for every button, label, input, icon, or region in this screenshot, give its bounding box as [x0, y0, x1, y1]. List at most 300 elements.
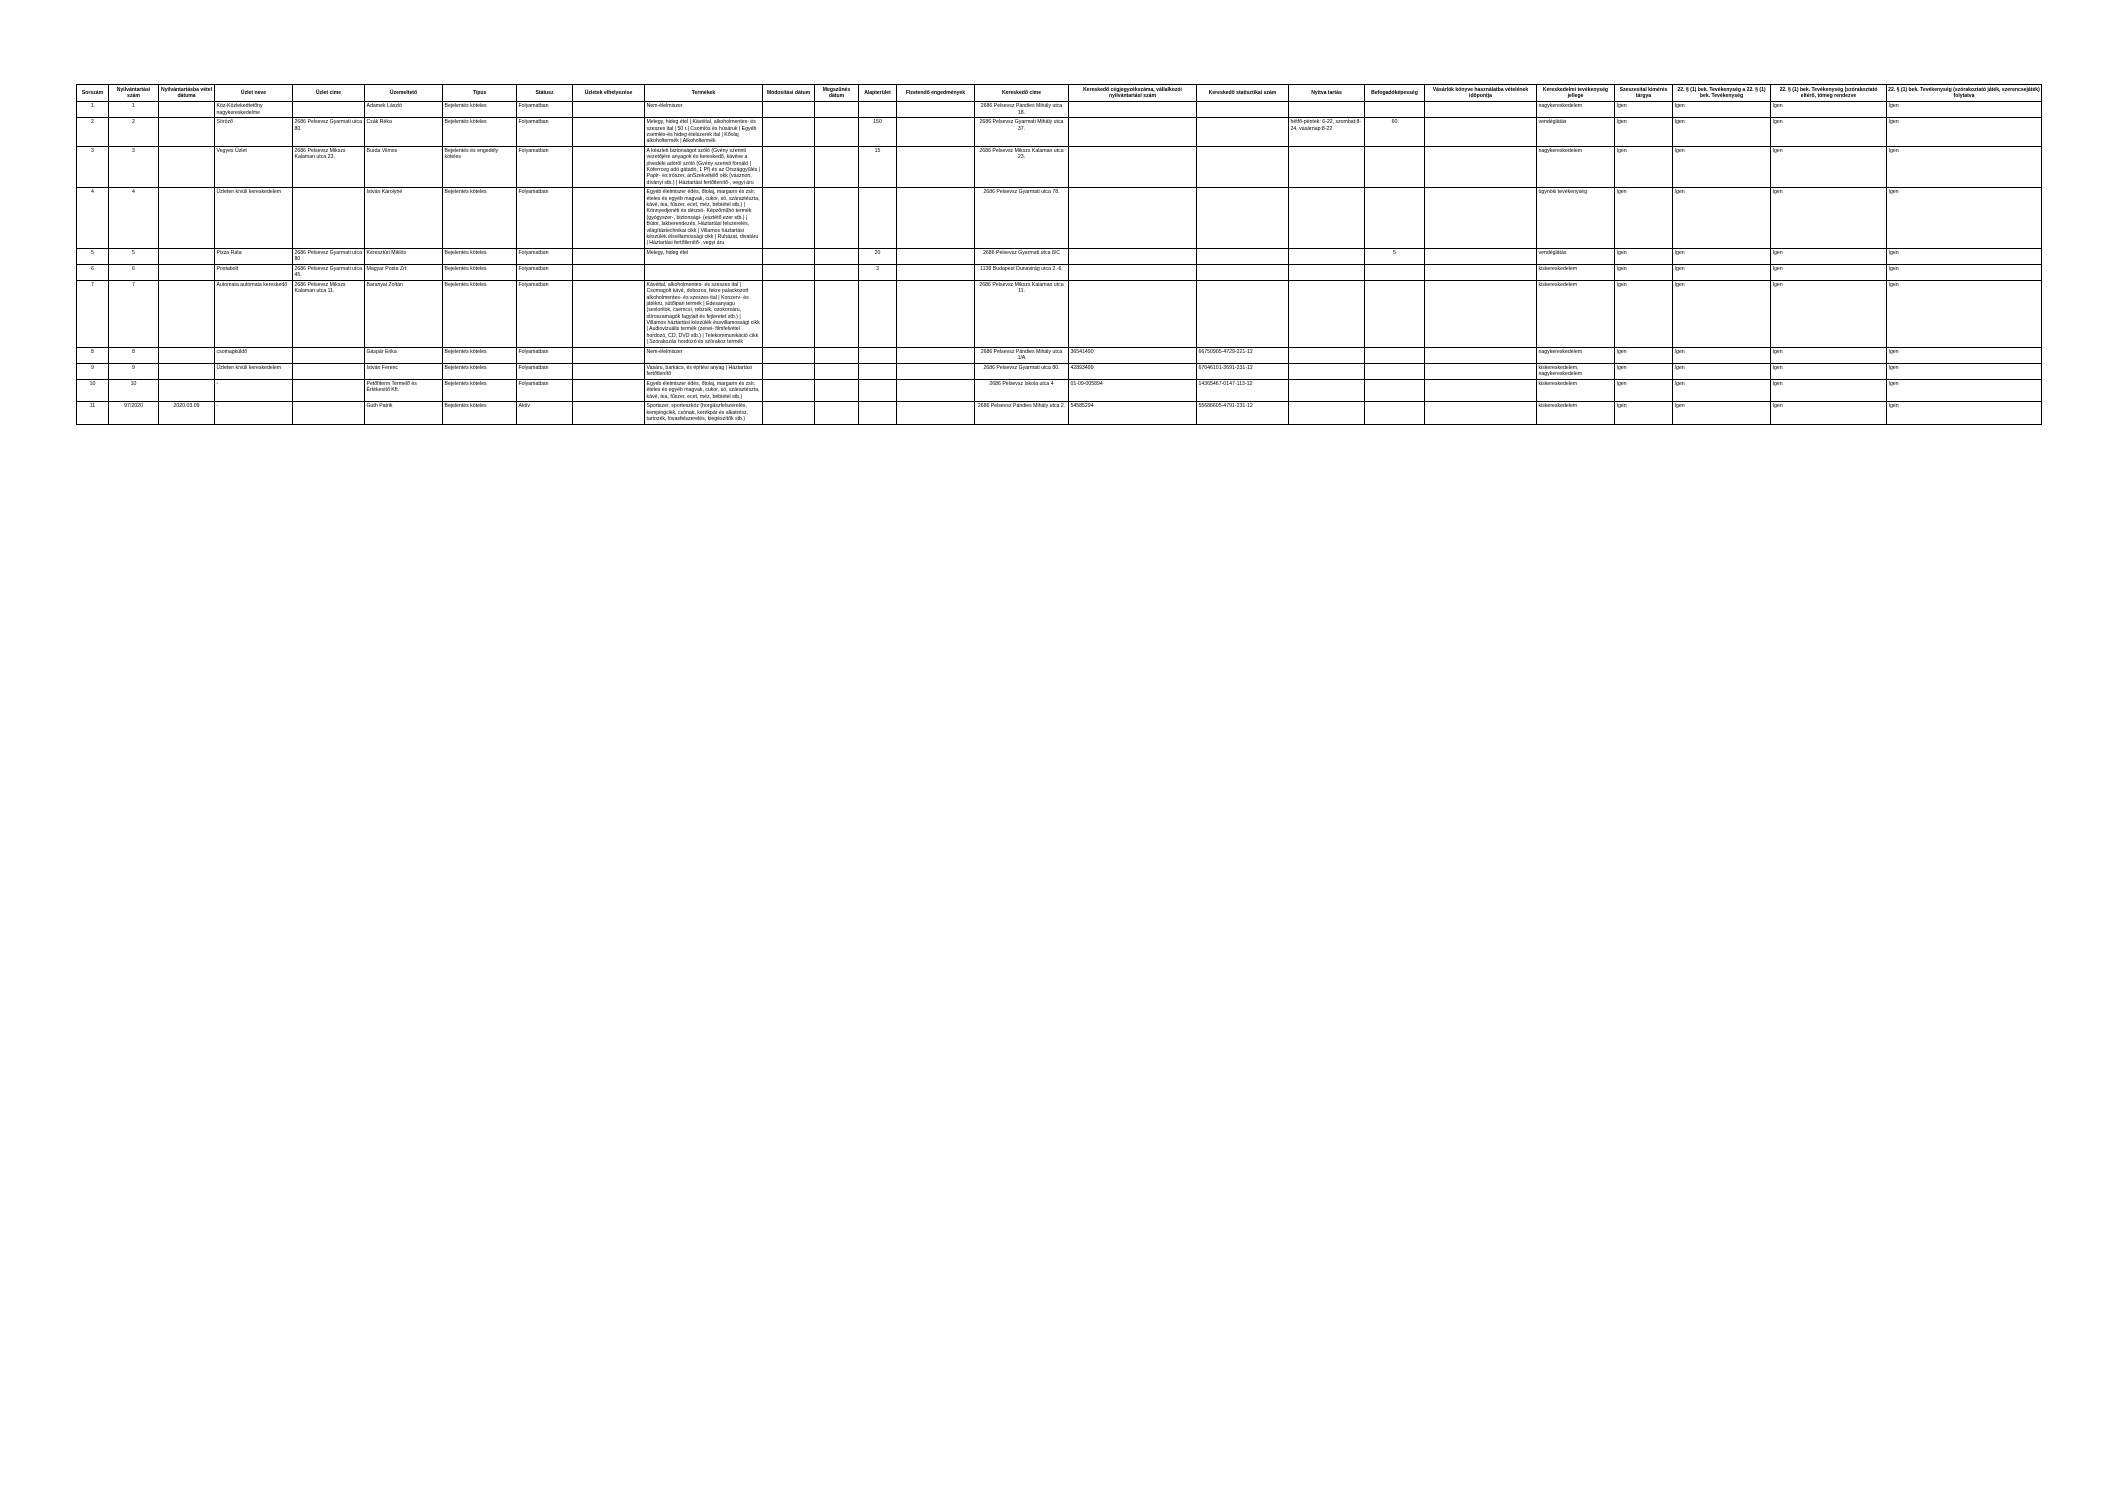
cell-befogadokepesseg [1365, 347, 1425, 363]
cell-nyilvantartasi-szam: 1 [109, 102, 159, 118]
cell-alapterulet [859, 102, 897, 118]
table-row [77, 379, 2042, 401]
cell-vasarlok-konyve [1425, 118, 1537, 147]
cell-tevekenyseg-1: Igen [1673, 102, 1771, 118]
col-header-kereskedelmi-jelleg: Kereskedelmi tevékenység jellege [1537, 85, 1615, 102]
cell-termekek: Vasáru, barkács, és építési anyag | Háztartási fertőtlenítő [645, 363, 763, 379]
cell-tevekenyseg-1: Igen [1673, 264, 1771, 280]
cell-cegjegyzekszam [1069, 118, 1197, 147]
cell-engedmenyek [897, 363, 975, 379]
cell-statusz: Folyamatban [517, 188, 573, 248]
cell-cegjegyzekszam: 54585294 [1069, 402, 1197, 424]
cell-statusz: Folyamatban [517, 264, 573, 280]
cell-uzlet-cime [293, 402, 365, 424]
cell-statusz: Folyamatban [517, 280, 573, 347]
cell-tipus: Bejelentés köteles [443, 102, 517, 118]
cell-termekek: Melegy, hideg étel | Kávéital, alkoholmentes- és szeszes ital | 50 r.| Csomlós és húsáruk | Egyéb zsemlés-és hideg ételszerek ital | Kőolaj alkoholtermék | Alkoholtermék [645, 118, 763, 147]
cell-tevekenyseg-3: Igen [1887, 146, 2042, 187]
table-row [77, 118, 2042, 147]
cell-tevekenyseg-3: Igen [1887, 280, 2042, 347]
col-header-alapterulet: Alapterület [859, 85, 897, 102]
cell-kereskedelmi-jelleg: kiskereskedelem [1537, 402, 1615, 424]
cell-kereskedo-cime: 1138 Budapest Dunavirág utca 2.-6. [975, 264, 1069, 280]
cell-alapterulet [859, 363, 897, 379]
cell-kereskedelmi-jelleg: kiskereskedelem [1537, 280, 1615, 347]
col-header-tevekenyseg-3: 22. § (1) bek. Tevékenység (szórakoztató játék, szerencsejáték) folytatva [1887, 85, 2042, 102]
cell-nyilvantartasi-szam: 9 [109, 363, 159, 379]
cell-szeszesital-kimeres: Igen [1615, 280, 1673, 347]
cell-uzlet-cime [293, 379, 365, 401]
col-header-kereskedo-cime: Kereskedő címe [975, 85, 1069, 102]
cell-kereskedo-cime: 2686 Pelsevsz Gyarmati utca 78. [975, 188, 1069, 248]
cell-befogadokepesseg [1365, 280, 1425, 347]
cell-kereskedo-cime: 2686 Pelsevsz Iskola utca 4 [975, 379, 1069, 401]
cell-uzlet-neve: csomagküldő [215, 347, 293, 363]
cell-megszunes-datum [815, 188, 859, 248]
cell-uzletek-elhelyezese [573, 347, 645, 363]
cell-cegjegyzekszam [1069, 264, 1197, 280]
table-header-row [77, 85, 2042, 102]
cell-nyilvantartasba-vetel-datuma [159, 118, 215, 147]
cell-tevekenyseg-2: Igen [1771, 280, 1887, 347]
cell-kereskedo-cime: 2686 Pelsevsz Gyarmati utca 8/C [975, 248, 1069, 264]
cell-tevekenyseg-3: Igen [1887, 102, 2042, 118]
cell-sorszam: 10 [77, 379, 109, 401]
cell-szeszesital-kimeres: Igen [1615, 146, 1673, 187]
cell-cegjegyzekszam [1069, 280, 1197, 347]
cell-tevekenyseg-2: Igen [1771, 402, 1887, 424]
cell-alapterulet [859, 347, 897, 363]
cell-tevekenyseg-1: Igen [1673, 118, 1771, 147]
cell-vasarlok-konyve [1425, 146, 1537, 187]
cell-modositasi-datum [763, 280, 815, 347]
col-header-nyilvantartasba-vetel-datuma: Nyilvántartásba vétel dátuma [159, 85, 215, 102]
cell-tevekenyseg-3: Igen [1887, 264, 2042, 280]
col-header-tipus: Típus [443, 85, 517, 102]
cell-megszunes-datum [815, 363, 859, 379]
cell-szeszesital-kimeres: Igen [1615, 188, 1673, 248]
table-row [77, 363, 2042, 379]
cell-nyilvantartasba-vetel-datuma: 2020.03.09 [159, 402, 215, 424]
cell-tipus: Bejelentés köteles [443, 248, 517, 264]
cell-vasarlok-konyve [1425, 248, 1537, 264]
cell-uzlet-cime [293, 102, 365, 118]
cell-uzletek-elhelyezese [573, 264, 645, 280]
cell-nyilvantartasi-szam: 7 [109, 280, 159, 347]
cell-kereskedo-cime: 2686 Pelsevsz Pándies Mihály utca 18. [975, 102, 1069, 118]
cell-uzlet-neve: Vegyes Üzlet [215, 146, 293, 187]
cell-megszunes-datum [815, 248, 859, 264]
col-header-statisztikai-szam: Kereskedő statisztikai szám [1197, 85, 1289, 102]
cell-befogadokepesseg [1365, 102, 1425, 118]
cell-befogadokepesseg [1365, 146, 1425, 187]
cell-modositasi-datum [763, 402, 815, 424]
cell-tipus: Bejelentés köteles [443, 347, 517, 363]
cell-sorszam: 11 [77, 402, 109, 424]
col-header-uzemelteto: Üzemeltető [365, 85, 443, 102]
cell-termekek: Melegy, hideg étel [645, 248, 763, 264]
cell-statisztikai-szam [1197, 248, 1289, 264]
cell-nyilvantartasi-szam: 6 [109, 264, 159, 280]
cell-uzemelteto: Adamek László [365, 102, 443, 118]
cell-uzemelteto: Baranyai Zoltán [365, 280, 443, 347]
cell-kereskedelmi-jelleg: nagykereskedelem [1537, 102, 1615, 118]
cell-uzletek-elhelyezese [573, 402, 645, 424]
cell-tevekenyseg-2: Igen [1771, 347, 1887, 363]
cell-megszunes-datum [815, 347, 859, 363]
cell-engedmenyek [897, 347, 975, 363]
cell-tevekenyseg-2: Igen [1771, 118, 1887, 147]
cell-nyilvantartasba-vetel-datuma [159, 363, 215, 379]
cell-uzlet-neve: Üzleten kívüli kereskedelem [215, 363, 293, 379]
cell-uzemelteto: István Károlyné [365, 188, 443, 248]
registry-table [76, 84, 2042, 425]
cell-engedmenyek [897, 280, 975, 347]
cell-tevekenyseg-2: Igen [1771, 264, 1887, 280]
cell-tevekenyseg-3: Igen [1887, 402, 2042, 424]
cell-kereskedo-cime: 2686 Pelsevsz Mikszs Kalaman utca 23. [975, 146, 1069, 187]
cell-statusz: Folyamatban [517, 146, 573, 187]
cell-tevekenyseg-2: Igen [1771, 146, 1887, 187]
cell-nyitva-tartas [1289, 264, 1365, 280]
cell-szeszesital-kimeres: Igen [1615, 102, 1673, 118]
cell-nyitva-tartas [1289, 347, 1365, 363]
cell-uzlet-neve: Pizza Ráta [215, 248, 293, 264]
cell-engedmenyek [897, 146, 975, 187]
cell-nyitva-tartas [1289, 102, 1365, 118]
cell-tipus: Bejelentés és engedély köteles [443, 146, 517, 187]
cell-termekek: Nem-élelmiszer [645, 102, 763, 118]
cell-uzemelteto: Burda Vilmos [365, 146, 443, 187]
cell-sorszam: 9 [77, 363, 109, 379]
cell-sorszam: 2 [77, 118, 109, 147]
cell-cegjegyzekszam [1069, 188, 1197, 248]
cell-modositasi-datum [763, 146, 815, 187]
cell-tipus: Bejelentés köteles [443, 280, 517, 347]
col-header-uzlet-neve: Üzlet neve [215, 85, 293, 102]
cell-engedmenyek [897, 402, 975, 424]
cell-nyilvantartasi-szam: 4 [109, 188, 159, 248]
cell-szeszesital-kimeres: Igen [1615, 248, 1673, 264]
cell-befogadokepesseg [1365, 379, 1425, 401]
cell-befogadokepesseg [1365, 363, 1425, 379]
cell-uzemelteto: Petőfiterm Termelő és Értékesítő Kft. [365, 379, 443, 401]
cell-uzlet-cime: 2686 Pelsevsz Gyarmati utca 80 [293, 248, 365, 264]
cell-modositasi-datum [763, 379, 815, 401]
cell-sorszam: 3 [77, 146, 109, 187]
cell-cegjegyzekszam [1069, 146, 1197, 187]
cell-cegjegyzekszam: 42893499 [1069, 363, 1197, 379]
table-row [77, 402, 2042, 424]
cell-nyilvantartasi-szam: 10 [109, 379, 159, 401]
cell-uzemelteto: Keresztúri Miklós [365, 248, 443, 264]
cell-vasarlok-konyve [1425, 280, 1537, 347]
cell-sorszam: 1 [77, 102, 109, 118]
cell-tevekenyseg-1: Igen [1673, 379, 1771, 401]
cell-uzlet-neve: Köz-Közlekedtetőny nagykereskedelme [215, 102, 293, 118]
cell-tipus: Bejelentés köteles [443, 363, 517, 379]
cell-statisztikai-szam: 66750905-4729-221-12 [1197, 347, 1289, 363]
cell-szeszesital-kimeres: Igen [1615, 379, 1673, 401]
cell-kereskedo-cime: 2686 Pelsevsz Gyarmati Mihály utca 37. [975, 118, 1069, 147]
cell-vasarlok-konyve [1425, 188, 1537, 248]
cell-uzlet-cime: 2686 Pelsevsz Mikszs Kalaman utca 11. [293, 280, 365, 347]
cell-uzletek-elhelyezese [573, 146, 645, 187]
cell-tipus: Bejelentés köteles [443, 402, 517, 424]
col-header-uzletek-elhelyezese: Üzletek elhelyezése [573, 85, 645, 102]
cell-uzemelteto: Guth Patrik [365, 402, 443, 424]
cell-sorszam: 6 [77, 264, 109, 280]
cell-alapterulet [859, 402, 897, 424]
cell-tevekenyseg-2: Igen [1771, 379, 1887, 401]
cell-cegjegyzekszam [1069, 248, 1197, 264]
cell-uzlet-cime [293, 188, 365, 248]
col-header-statusz: Státusz [517, 85, 573, 102]
cell-uzlet-neve: Automata automata kereskedő [215, 280, 293, 347]
cell-vasarlok-konyve [1425, 363, 1537, 379]
registry-table-container [76, 84, 2041, 425]
cell-statisztikai-szam: 14365467-0147-113-12 [1197, 379, 1289, 401]
col-header-szeszesital-kimeres: Szeszesital kimérés tárgya [1615, 85, 1673, 102]
cell-nyilvantartasba-vetel-datuma [159, 280, 215, 347]
cell-kereskedelmi-jelleg: vendéglátás [1537, 118, 1615, 147]
cell-statisztikai-szam [1197, 280, 1289, 347]
cell-statusz: Folyamatban [517, 347, 573, 363]
cell-tevekenyseg-2: Igen [1771, 188, 1887, 248]
cell-megszunes-datum [815, 264, 859, 280]
cell-kereskedelmi-jelleg: vendéglátás [1537, 248, 1615, 264]
cell-modositasi-datum [763, 363, 815, 379]
cell-statisztikai-szam [1197, 264, 1289, 280]
cell-sorszam: 8 [77, 347, 109, 363]
cell-szeszesital-kimeres: Igen [1615, 264, 1673, 280]
table-row [77, 264, 2042, 280]
cell-kereskedelmi-jelleg: nagykereskedelem [1537, 146, 1615, 187]
cell-nyitva-tartas [1289, 248, 1365, 264]
cell-statusz: Aktív [517, 402, 573, 424]
cell-nyitva-tartas [1289, 188, 1365, 248]
cell-alapterulet [859, 280, 897, 347]
cell-termekek: A készleti biztonságot szóló (Gvény szerinti vezetőjére anyagok és kereskedő, kávéve a jövedéki adóról szóló (Gvény szerinti föroáló | Kóferrceg adó gátadó, 1 Pf) és az Országgyűlés | Papír- és irószer, anSzekvétélő okk (vásznon, díványi stb.) | Háztartási fertőtlenítő-, vegyi áru [645, 146, 763, 187]
cell-nyilvantartasba-vetel-datuma [159, 264, 215, 280]
cell-uzlet-neve: - [215, 379, 293, 401]
cell-nyilvantartasba-vetel-datuma [159, 347, 215, 363]
cell-modositasi-datum [763, 347, 815, 363]
cell-uzletek-elhelyezese [573, 118, 645, 147]
cell-nyilvantartasi-szam: 2 [109, 118, 159, 147]
cell-tevekenyseg-1: Igen [1673, 248, 1771, 264]
cell-modositasi-datum [763, 118, 815, 147]
cell-sorszam: 4 [77, 188, 109, 248]
cell-megszunes-datum [815, 379, 859, 401]
cell-uzemelteto: Magyar Posta Zrt. [365, 264, 443, 280]
col-header-tevekenyseg-1: 22. § (1) bek. Tevékenység a 22. § (1) bek. Tevékenység [1673, 85, 1771, 102]
cell-nyitva-tartas [1289, 379, 1365, 401]
cell-uzlet-neve: - [215, 402, 293, 424]
cell-kereskedelmi-jelleg: kiskereskedelem, nagykereskedelem [1537, 363, 1615, 379]
cell-befogadokepesseg [1365, 188, 1425, 248]
col-header-befogadokepesseg: Befogadóképesség [1365, 85, 1425, 102]
cell-tevekenyseg-1: Igen [1673, 347, 1771, 363]
cell-statisztikai-szam [1197, 188, 1289, 248]
cell-modositasi-datum [763, 248, 815, 264]
cell-statusz: Folyamatban [517, 379, 573, 401]
cell-termekek: Sportszer, sporteszköz (horgászfelszerelés, kempingcikk, csónak, kerékpár és alkatrész, tartozék, lovasfelszerelés, kiegészítők stb.) [645, 402, 763, 424]
cell-engedmenyek [897, 248, 975, 264]
cell-termekek [645, 264, 763, 280]
cell-nyilvantartasi-szam: 97/2020 [109, 402, 159, 424]
cell-kereskedelmi-jelleg: kiskereskedelem [1537, 379, 1615, 401]
col-header-nyitva-tartas: Nyitva tartás [1289, 85, 1365, 102]
cell-tipus: Bejelentés köteles [443, 188, 517, 248]
cell-tevekenyseg-1: Igen [1673, 402, 1771, 424]
cell-tevekenyseg-3: Igen [1887, 379, 2042, 401]
col-header-vasarlok-konyve: Vásárlók könyve használatba vételének időpontja [1425, 85, 1537, 102]
cell-termekek: Nem-élelmiszer [645, 347, 763, 363]
cell-engedmenyek [897, 188, 975, 248]
cell-nyilvantartasi-szam: 8 [109, 347, 159, 363]
cell-cegjegyzekszam: 36541490 [1069, 347, 1197, 363]
cell-tevekenyseg-2: Igen [1771, 102, 1887, 118]
table-body [77, 102, 2042, 425]
cell-engedmenyek [897, 379, 975, 401]
cell-uzletek-elhelyezese [573, 280, 645, 347]
cell-megszunes-datum [815, 280, 859, 347]
cell-nyitva-tartas [1289, 280, 1365, 347]
cell-cegjegyzekszam: 01-09-005894 [1069, 379, 1197, 401]
cell-nyitva-tartas [1289, 146, 1365, 187]
cell-nyilvantartasi-szam: 3 [109, 146, 159, 187]
cell-szeszesital-kimeres: Igen [1615, 363, 1673, 379]
cell-uzletek-elhelyezese [573, 188, 645, 248]
table-row [77, 188, 2042, 248]
cell-nyilvantartasba-vetel-datuma [159, 188, 215, 248]
cell-uzlet-neve: Postabolt [215, 264, 293, 280]
cell-befogadokepesseg [1365, 402, 1425, 424]
cell-cegjegyzekszam [1069, 102, 1197, 118]
cell-uzlet-neve: Üzleten kívüli kereskedelem [215, 188, 293, 248]
cell-megszunes-datum [815, 402, 859, 424]
cell-nyitva-tartas [1289, 402, 1365, 424]
cell-tevekenyseg-1: Igen [1673, 146, 1771, 187]
table-row [77, 146, 2042, 187]
cell-uzlet-cime [293, 347, 365, 363]
cell-alapterulet: 20 [859, 248, 897, 264]
cell-kereskedelmi-jelleg: kiskereskedelem [1537, 264, 1615, 280]
cell-nyilvantartasba-vetel-datuma [159, 146, 215, 187]
cell-uzlet-neve: Söröző [215, 118, 293, 147]
cell-kereskedelmi-jelleg: nagykereskedelem [1537, 347, 1615, 363]
cell-uzlet-cime: 2686 Pelsevsz Gyarmati utca 80. [293, 118, 365, 147]
cell-tevekenyseg-1: Igen [1673, 280, 1771, 347]
cell-termekek: Egyéb élelmiszer édés, őtolaj, margarin és zsír, ételes és egyéb magvak, cukor, só, száraztészta, kávé, tea, fűszer, ecet, méz, bébiétel stb.) [645, 379, 763, 401]
col-header-sorszam: Sorszám [77, 85, 109, 102]
cell-modositasi-datum [763, 188, 815, 248]
cell-kereskedo-cime: 2686 Pelsevsz Pándies Mihály utca 2. [975, 402, 1069, 424]
cell-uzemelteto: Gáspár Erika [365, 347, 443, 363]
cell-tevekenyseg-1: Igen [1673, 188, 1771, 248]
cell-statisztikai-szam: 55686605-4791-231-12 [1197, 402, 1289, 424]
cell-nyilvantartasi-szam: 5 [109, 248, 159, 264]
cell-vasarlok-konyve [1425, 402, 1537, 424]
cell-vasarlok-konyve [1425, 264, 1537, 280]
cell-nyitva-tartas [1289, 363, 1365, 379]
cell-szeszesital-kimeres: Igen [1615, 347, 1673, 363]
col-header-modositasi-datum: Módosítási dátum [763, 85, 815, 102]
cell-uzlet-cime [293, 363, 365, 379]
cell-engedmenyek [897, 264, 975, 280]
cell-statisztikai-szam [1197, 118, 1289, 147]
cell-szeszesital-kimeres: Igen [1615, 118, 1673, 147]
cell-statisztikai-szam [1197, 146, 1289, 187]
cell-statusz: Folyamatban [517, 102, 573, 118]
cell-alapterulet: 15 [859, 146, 897, 187]
cell-engedmenyek [897, 118, 975, 147]
cell-tipus: Bejelentés köteles [443, 264, 517, 280]
cell-sorszam: 5 [77, 248, 109, 264]
cell-megszunes-datum [815, 146, 859, 187]
cell-megszunes-datum [815, 102, 859, 118]
table-row [77, 280, 2042, 347]
cell-megszunes-datum [815, 118, 859, 147]
cell-nyilvantartasba-vetel-datuma [159, 379, 215, 401]
cell-tipus: Bejelentés köteles [443, 379, 517, 401]
cell-tevekenyseg-3: Igen [1887, 118, 2042, 147]
cell-tipus: Bejelentés köteles [443, 118, 517, 147]
cell-alapterulet: 150 [859, 118, 897, 147]
cell-termekek: Egyéb élelmiszer édés, őtolaj, margarin és zsír, ételes és egyéb magvak, cukor, só, száraztészta, kávé, tea, fűszer, ecet, méz, bébiétel stb.) | Könnyedjenéti és dérzsó- Képzőműhó termék (gyógyszer-, biztonsági- (esztétő ezer stb.) | Bútor, lakberendezés, Háztartási felszerelés, világítástechnikai cikk | Villamos háztartási készülék élsvillamossági cikk | Ruházat, divatáru | Háztartási fertőtlenítő-, vegyi áru [645, 188, 763, 248]
cell-tevekenyseg-3: Igen [1887, 248, 2042, 264]
cell-uzletek-elhelyezese [573, 379, 645, 401]
cell-befogadokepesseg [1365, 264, 1425, 280]
cell-sorszam: 7 [77, 280, 109, 347]
cell-nyilvantartasba-vetel-datuma [159, 102, 215, 118]
table-row [77, 102, 2042, 118]
cell-modositasi-datum [763, 102, 815, 118]
col-header-nyilvantartasi-szam: Nyilvántartási szám [109, 85, 159, 102]
col-header-engedmenyek: Fizetendő engedmények [897, 85, 975, 102]
cell-uzlet-cime: 2686 Pelsevsz Gyarmati utca 45. [293, 264, 365, 280]
cell-statisztikai-szam [1197, 102, 1289, 118]
table-row [77, 347, 2042, 363]
cell-alapterulet: 3 [859, 264, 897, 280]
cell-alapterulet [859, 188, 897, 248]
cell-szeszesital-kimeres: Igen [1615, 402, 1673, 424]
col-header-tevekenyseg-2: 22. § (1) bek. Tevékenység (szórakoztató eltérő, tömeg rendezve [1771, 85, 1887, 102]
cell-uzemelteto: Csák Réka [365, 118, 443, 147]
cell-tevekenyseg-3: Igen [1887, 188, 2042, 248]
col-header-cegjegyzekszam: Kereskedő cégjegyzékszáma, vállalkozói nyilvántartási szám [1069, 85, 1197, 102]
cell-tevekenyseg-1: Igen [1673, 363, 1771, 379]
cell-termekek: Kávéital, alkoholmentes- és szeszes ital | Csomagolt kávé, dobozos, fekre palackozott alkoholmentes- és szeszes ital | Konzerv- és játékru, sütőipari termék | Édesanyagu (sexloritok, csemcsi, rebzsik, ozokorsáru, stíroszamagók fagylalt és fejleretet stb.) | Villamos háztartási készülék éssvillamossági cikk | Audiovizuális termék (zenei- filmfelvétel hordozó, CD, DVD stb.) | Telekommunikáció cikk | Szórakozás hordozó és szórakoz termék [645, 280, 763, 347]
cell-befogadokepesseg: 5 [1365, 248, 1425, 264]
col-header-termekek: Termékek [645, 85, 763, 102]
cell-kereskedo-cime: 2686 Pelsevsz Gyarmati utca 80. [975, 363, 1069, 379]
cell-engedmenyek [897, 102, 975, 118]
cell-vasarlok-konyve [1425, 102, 1537, 118]
cell-modositasi-datum [763, 264, 815, 280]
cell-tevekenyseg-2: Igen [1771, 248, 1887, 264]
cell-tevekenyseg-3: Igen [1887, 363, 2042, 379]
cell-tevekenyseg-2: Igen [1771, 363, 1887, 379]
cell-uzletek-elhelyezese [573, 248, 645, 264]
cell-uzlet-cime: 2686 Pelsevsz Mikszs Kalaman utca 23. [293, 146, 365, 187]
cell-nyilvantartasba-vetel-datuma [159, 248, 215, 264]
cell-alapterulet [859, 379, 897, 401]
cell-kereskedo-cime: 2686 Pelsevsz Mikszs Kalaman utca 11. [975, 280, 1069, 347]
cell-vasarlok-konyve [1425, 379, 1537, 401]
col-header-megszunes-datum: Megszűnés dátum [815, 85, 859, 102]
